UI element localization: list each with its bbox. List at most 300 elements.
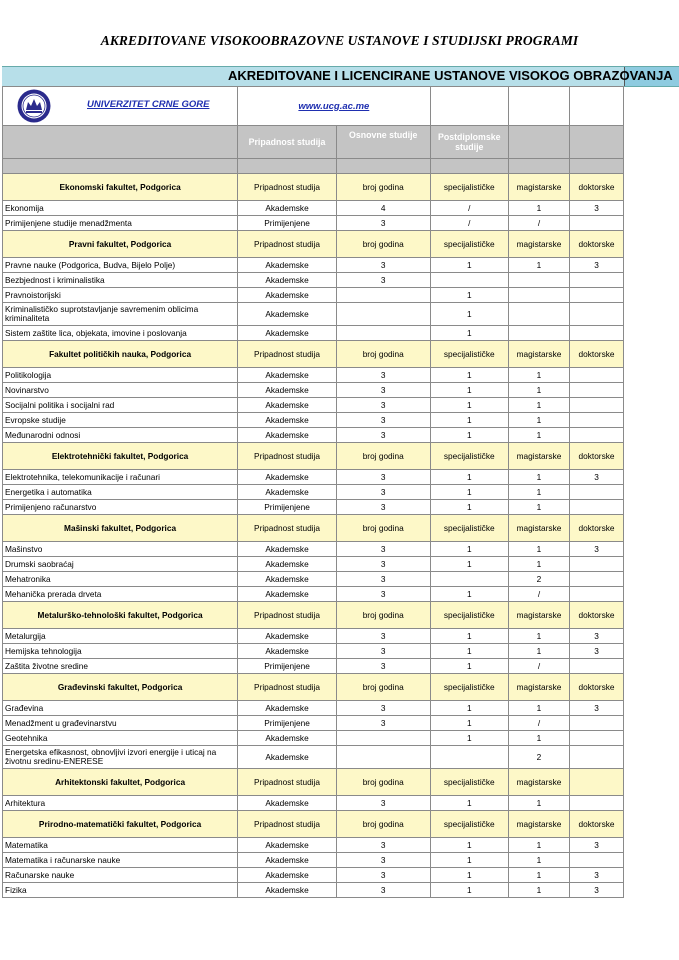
header-years: broj godina	[336, 174, 430, 201]
program-master: 1	[508, 383, 569, 398]
table-row	[3, 716, 624, 731]
program-doctoral	[570, 273, 624, 288]
program-years: 3	[336, 368, 430, 383]
program-name: Primijenjene studije menadžmenta	[3, 216, 238, 231]
program-doctoral	[570, 557, 624, 572]
program-specialist: 1	[430, 413, 508, 428]
program-master: 1	[508, 731, 569, 746]
program-doctoral: 3	[570, 201, 624, 216]
program-specialist: 1	[430, 383, 508, 398]
program-doctoral	[570, 368, 624, 383]
header-years: broj godina	[336, 515, 430, 542]
program-years: 3	[336, 629, 430, 644]
table-row	[3, 201, 624, 216]
program-name: Energetska efikasnost, obnovljivi izvori energije i uticaj na životnu sredinu-ENERESE	[3, 746, 238, 769]
program-affiliation: Akademske	[238, 303, 337, 326]
program-years: 3	[336, 838, 430, 853]
header-affiliation: Pripadnost studija	[238, 811, 337, 838]
program-affiliation: Akademske	[238, 383, 337, 398]
program-specialist	[430, 746, 508, 769]
header-master: magistarske	[508, 174, 569, 201]
program-name: Građevina	[3, 701, 238, 716]
header-basic-studies: Osnovne studije	[336, 126, 430, 159]
program-years: 3	[336, 716, 430, 731]
program-doctoral: 3	[570, 868, 624, 883]
program-name: Arhitektura	[3, 796, 238, 811]
header-doctoral: doktorske	[570, 341, 624, 368]
header-specialist: specijalističke	[430, 769, 508, 796]
table-row	[3, 746, 624, 769]
program-affiliation: Akademske	[238, 398, 337, 413]
program-name: Drumski saobraćaj	[3, 557, 238, 572]
program-master: 1	[508, 398, 569, 413]
program-years: 3	[336, 701, 430, 716]
faculty-header-row	[3, 769, 624, 796]
program-years: 3	[336, 258, 430, 273]
program-specialist: 1	[430, 796, 508, 811]
program-years	[336, 326, 430, 341]
header-specialist: specijalističke	[430, 443, 508, 470]
program-name: Socijalni politika i socijalni rad	[3, 398, 238, 413]
program-name: Mašinstvo	[3, 542, 238, 557]
program-specialist: 1	[430, 428, 508, 443]
table-row	[3, 701, 624, 716]
column-header-row	[3, 126, 624, 159]
empty-header-cell	[508, 126, 569, 159]
header-doctoral: doktorske	[570, 515, 624, 542]
program-affiliation: Akademske	[238, 201, 337, 216]
program-affiliation: Akademske	[238, 273, 337, 288]
program-name: Primijenjeno računarstvo	[3, 500, 238, 515]
program-master: 2	[508, 746, 569, 769]
program-specialist: 1	[430, 326, 508, 341]
program-years: 3	[336, 557, 430, 572]
program-master: 1	[508, 258, 569, 273]
header-affiliation: Pripadnost studija	[238, 769, 337, 796]
program-affiliation: Akademske	[238, 470, 337, 485]
program-master: 1	[508, 542, 569, 557]
program-name: Evropske studije	[3, 413, 238, 428]
table-row	[3, 413, 624, 428]
program-name: Elektrotehnika, telekomunikacije i računari	[3, 470, 238, 485]
program-doctoral	[570, 731, 624, 746]
header-affiliation: Pripadnost studija	[238, 602, 337, 629]
university-website-link[interactable]: www.ucg.ac.me	[238, 87, 430, 126]
university-name-link[interactable]: UNIVERZITET CRNE GORE	[87, 99, 210, 110]
header-master: magistarske	[508, 231, 569, 258]
program-years: 3	[336, 587, 430, 602]
program-specialist: 1	[430, 303, 508, 326]
program-doctoral	[570, 572, 624, 587]
program-specialist: 1	[430, 868, 508, 883]
header-specialist: specijalističke	[430, 174, 508, 201]
program-affiliation: Akademske	[238, 485, 337, 500]
program-master: 1	[508, 470, 569, 485]
header-specialist: specijalističke	[430, 811, 508, 838]
table-row	[3, 838, 624, 853]
table-row	[3, 485, 624, 500]
header-years: broj godina	[336, 443, 430, 470]
program-doctoral	[570, 500, 624, 515]
program-specialist: 1	[430, 644, 508, 659]
empty-cell	[508, 87, 569, 126]
header-specialist: specijalističke	[430, 674, 508, 701]
spacer-row	[3, 159, 624, 174]
program-master	[508, 326, 569, 341]
table-row	[3, 572, 624, 587]
program-specialist: 1	[430, 701, 508, 716]
program-affiliation: Akademske	[238, 428, 337, 443]
program-years	[336, 303, 430, 326]
empty-cell	[430, 87, 508, 126]
program-doctoral	[570, 428, 624, 443]
table-row	[3, 796, 624, 811]
program-name: Zaštita životne sredine	[3, 659, 238, 674]
program-name: Pravne nauke (Podgorica, Budva, Bijelo Polje)	[3, 258, 238, 273]
faculty-name: Građevinski fakultet, Podgorica	[3, 674, 238, 701]
program-doctoral: 3	[570, 470, 624, 485]
program-master: /	[508, 216, 569, 231]
program-name: Matematika i računarske nauke	[3, 853, 238, 868]
faculty-name: Prirodno-matematički fakultet, Podgorica	[3, 811, 238, 838]
header-doctoral	[570, 769, 624, 796]
program-doctoral	[570, 326, 624, 341]
program-doctoral	[570, 485, 624, 500]
program-affiliation: Primijenjene	[238, 500, 337, 515]
program-years: 3	[336, 485, 430, 500]
program-affiliation: Akademske	[238, 326, 337, 341]
faculty-header-row	[3, 515, 624, 542]
program-master: /	[508, 716, 569, 731]
header-doctoral: doktorske	[570, 231, 624, 258]
program-specialist: 1	[430, 853, 508, 868]
program-affiliation: Akademske	[238, 701, 337, 716]
faculty-name: Pravni fakultet, Podgorica	[3, 231, 238, 258]
program-name: Fizika	[3, 883, 238, 898]
program-affiliation: Akademske	[238, 796, 337, 811]
table-row	[3, 868, 624, 883]
faculty-name: Ekonomski fakultet, Podgorica	[3, 174, 238, 201]
program-doctoral: 3	[570, 258, 624, 273]
table-row	[3, 629, 624, 644]
program-name: Kriminalističko suprotstavljanje savremenim oblicima kriminaliteta	[3, 303, 238, 326]
table-row	[3, 644, 624, 659]
table-row	[3, 500, 624, 515]
program-name: Metalurgija	[3, 629, 238, 644]
program-name: Energetika i automatika	[3, 485, 238, 500]
program-master: 1	[508, 557, 569, 572]
program-years: 3	[336, 398, 430, 413]
program-master: 1	[508, 500, 569, 515]
program-specialist: 1	[430, 368, 508, 383]
program-years: 3	[336, 542, 430, 557]
program-doctoral	[570, 853, 624, 868]
program-doctoral: 3	[570, 542, 624, 557]
program-years: 3	[336, 273, 430, 288]
program-name: Bezbjednost i kriminalistika	[3, 273, 238, 288]
program-name: Politikologija	[3, 368, 238, 383]
faculty-header-row	[3, 231, 624, 258]
header-doctoral: doktorske	[570, 443, 624, 470]
header-specialist: specijalističke	[430, 231, 508, 258]
header-affiliation: Pripadnost studija	[238, 443, 337, 470]
program-doctoral	[570, 746, 624, 769]
program-doctoral	[570, 383, 624, 398]
table-row	[3, 368, 624, 383]
empty-cell	[570, 87, 624, 126]
header-affiliation: Pripadnost studija	[238, 126, 337, 159]
header-years: broj godina	[336, 231, 430, 258]
program-years	[336, 746, 430, 769]
program-specialist: 1	[430, 542, 508, 557]
program-specialist: 1	[430, 470, 508, 485]
program-doctoral: 3	[570, 644, 624, 659]
program-affiliation: Akademske	[238, 258, 337, 273]
program-years: 3	[336, 383, 430, 398]
program-affiliation: Akademske	[238, 746, 337, 769]
program-years	[336, 288, 430, 303]
program-master: 1	[508, 201, 569, 216]
faculty-name: Arhitektonski fakultet, Podgorica	[3, 769, 238, 796]
program-years: 3	[336, 216, 430, 231]
program-specialist: 1	[430, 838, 508, 853]
program-doctoral	[570, 796, 624, 811]
table-row	[3, 273, 624, 288]
faculty-name: Elektrotehnički fakultet, Podgorica	[3, 443, 238, 470]
header-affiliation: Pripadnost studija	[238, 231, 337, 258]
header-years: broj godina	[336, 341, 430, 368]
table-row	[3, 542, 624, 557]
program-specialist	[430, 273, 508, 288]
program-affiliation: Akademske	[238, 542, 337, 557]
program-years	[336, 731, 430, 746]
program-affiliation: Primijenjene	[238, 216, 337, 231]
header-master: magistarske	[508, 769, 569, 796]
header-years: broj godina	[336, 602, 430, 629]
university-cell	[3, 87, 238, 126]
program-master: 1	[508, 413, 569, 428]
table-row	[3, 853, 624, 868]
program-affiliation: Akademske	[238, 288, 337, 303]
header-doctoral: doktorske	[570, 602, 624, 629]
program-years: 3	[336, 853, 430, 868]
header-master: magistarske	[508, 515, 569, 542]
faculty-name: Mašinski fakultet, Podgorica	[3, 515, 238, 542]
header-master: magistarske	[508, 674, 569, 701]
table-row	[3, 587, 624, 602]
program-affiliation: Akademske	[238, 587, 337, 602]
program-master	[508, 288, 569, 303]
table-row	[3, 428, 624, 443]
header-affiliation: Pripadnost studija	[238, 515, 337, 542]
program-affiliation: Primijenjene	[238, 716, 337, 731]
program-affiliation: Akademske	[238, 868, 337, 883]
program-name: Hemijska tehnologija	[3, 644, 238, 659]
program-name: Mehatronika	[3, 572, 238, 587]
program-master: 1	[508, 868, 569, 883]
section-banner	[2, 66, 679, 87]
header-specialist: specijalističke	[430, 602, 508, 629]
program-affiliation: Akademske	[238, 572, 337, 587]
program-name: Računarske nauke	[3, 868, 238, 883]
table-row	[3, 659, 624, 674]
program-master: /	[508, 659, 569, 674]
table-row	[3, 216, 624, 231]
header-affiliation: Pripadnost studija	[238, 341, 337, 368]
program-specialist: 1	[430, 731, 508, 746]
program-affiliation: Akademske	[238, 644, 337, 659]
program-years: 4	[336, 201, 430, 216]
table-row	[3, 398, 624, 413]
faculty-header-row	[3, 443, 624, 470]
program-master	[508, 273, 569, 288]
header-master: magistarske	[508, 443, 569, 470]
program-name: Novinarstvo	[3, 383, 238, 398]
faculty-header-row	[3, 341, 624, 368]
program-specialist: 1	[430, 500, 508, 515]
program-name: Ekonomija	[3, 201, 238, 216]
program-master: 1	[508, 853, 569, 868]
empty-header-cell	[3, 126, 238, 159]
program-doctoral	[570, 716, 624, 731]
program-affiliation: Akademske	[238, 368, 337, 383]
program-specialist: 1	[430, 485, 508, 500]
program-name: Menadžment u građevinarstvu	[3, 716, 238, 731]
header-specialist: specijalističke	[430, 341, 508, 368]
header-affiliation: Pripadnost studija	[238, 174, 337, 201]
table-row	[3, 470, 624, 485]
program-doctoral: 3	[570, 701, 624, 716]
program-doctoral: 3	[570, 629, 624, 644]
program-affiliation: Akademske	[238, 883, 337, 898]
header-postgrad-studies: Postdiplomske studije	[430, 126, 508, 159]
program-specialist: 1	[430, 716, 508, 731]
program-doctoral	[570, 216, 624, 231]
faculty-header-row	[3, 811, 624, 838]
header-affiliation: Pripadnost studija	[238, 674, 337, 701]
program-specialist: 1	[430, 557, 508, 572]
program-specialist: 1	[430, 659, 508, 674]
program-master: 1	[508, 629, 569, 644]
program-doctoral: 3	[570, 838, 624, 853]
program-specialist: 1	[430, 629, 508, 644]
program-years: 3	[336, 883, 430, 898]
programs-table	[2, 86, 624, 898]
university-seal-icon	[17, 89, 51, 123]
faculty-name: Metalurško-tehnološki fakultet, Podgorica	[3, 602, 238, 629]
program-affiliation: Akademske	[238, 838, 337, 853]
program-doctoral	[570, 288, 624, 303]
header-years: broj godina	[336, 674, 430, 701]
program-affiliation: Akademske	[238, 629, 337, 644]
header-master: magistarske	[508, 341, 569, 368]
program-name: Mehanička prerada drveta	[3, 587, 238, 602]
program-master: 1	[508, 368, 569, 383]
program-specialist: 1	[430, 258, 508, 273]
program-master	[508, 303, 569, 326]
program-specialist: 1	[430, 288, 508, 303]
program-name: Pravnoistorijski	[3, 288, 238, 303]
program-specialist: 1	[430, 587, 508, 602]
table-row	[3, 731, 624, 746]
faculty-header-row	[3, 602, 624, 629]
program-years: 3	[336, 413, 430, 428]
program-affiliation: Akademske	[238, 731, 337, 746]
header-master: magistarske	[508, 602, 569, 629]
program-name: Međunarodni odnosi	[3, 428, 238, 443]
program-specialist: 1	[430, 883, 508, 898]
program-master: 2	[508, 572, 569, 587]
program-master: 1	[508, 796, 569, 811]
program-years: 3	[336, 470, 430, 485]
program-master: 1	[508, 644, 569, 659]
program-years: 3	[336, 572, 430, 587]
document-title: AKREDITOVANE VISOKOOBRAZOVNE USTANOVE I STUDIJSKI PROGRAMI	[100, 33, 579, 48]
table-row	[3, 258, 624, 273]
program-specialist: /	[430, 201, 508, 216]
program-years: 3	[336, 659, 430, 674]
faculty-header-row	[3, 174, 624, 201]
program-doctoral	[570, 587, 624, 602]
header-years: broj godina	[336, 811, 430, 838]
program-name: Sistem zaštite lica, objekata, imovine i poslovanja	[3, 326, 238, 341]
header-years: broj godina	[336, 769, 430, 796]
program-name: Geotehnika	[3, 731, 238, 746]
faculty-header-row	[3, 674, 624, 701]
program-years: 3	[336, 428, 430, 443]
program-doctoral	[570, 303, 624, 326]
table-row	[3, 883, 624, 898]
table-row	[3, 383, 624, 398]
program-doctoral	[570, 659, 624, 674]
empty-header-cell	[570, 126, 624, 159]
program-affiliation: Akademske	[238, 557, 337, 572]
program-years: 3	[336, 796, 430, 811]
program-affiliation: Akademske	[238, 413, 337, 428]
program-years: 3	[336, 644, 430, 659]
program-affiliation: Akademske	[238, 853, 337, 868]
program-doctoral	[570, 398, 624, 413]
program-affiliation: Primijenjene	[238, 659, 337, 674]
table-row	[3, 326, 624, 341]
header-master: magistarske	[508, 811, 569, 838]
program-doctoral	[570, 413, 624, 428]
program-years: 3	[336, 500, 430, 515]
program-name: Matematika	[3, 838, 238, 853]
program-specialist: 1	[430, 398, 508, 413]
faculty-name: Fakultet političkih nauka, Podgorica	[3, 341, 238, 368]
header-specialist: specijalističke	[430, 515, 508, 542]
university-row	[3, 87, 624, 126]
program-master: 1	[508, 485, 569, 500]
program-master: /	[508, 587, 569, 602]
program-master: 1	[508, 428, 569, 443]
header-doctoral: doktorske	[570, 811, 624, 838]
banner-title: AKREDITOVANE I LICENCIRANE USTANOVE VISOKOG OBRAZOVANJA	[228, 68, 673, 83]
program-years: 3	[336, 868, 430, 883]
table-row	[3, 303, 624, 326]
program-master: 1	[508, 883, 569, 898]
program-master: 1	[508, 838, 569, 853]
program-specialist: /	[430, 216, 508, 231]
program-master: 1	[508, 701, 569, 716]
table-row	[3, 557, 624, 572]
program-specialist	[430, 572, 508, 587]
program-doctoral: 3	[570, 883, 624, 898]
header-doctoral: doktorske	[570, 174, 624, 201]
header-doctoral: doktorske	[570, 674, 624, 701]
table-row	[3, 288, 624, 303]
